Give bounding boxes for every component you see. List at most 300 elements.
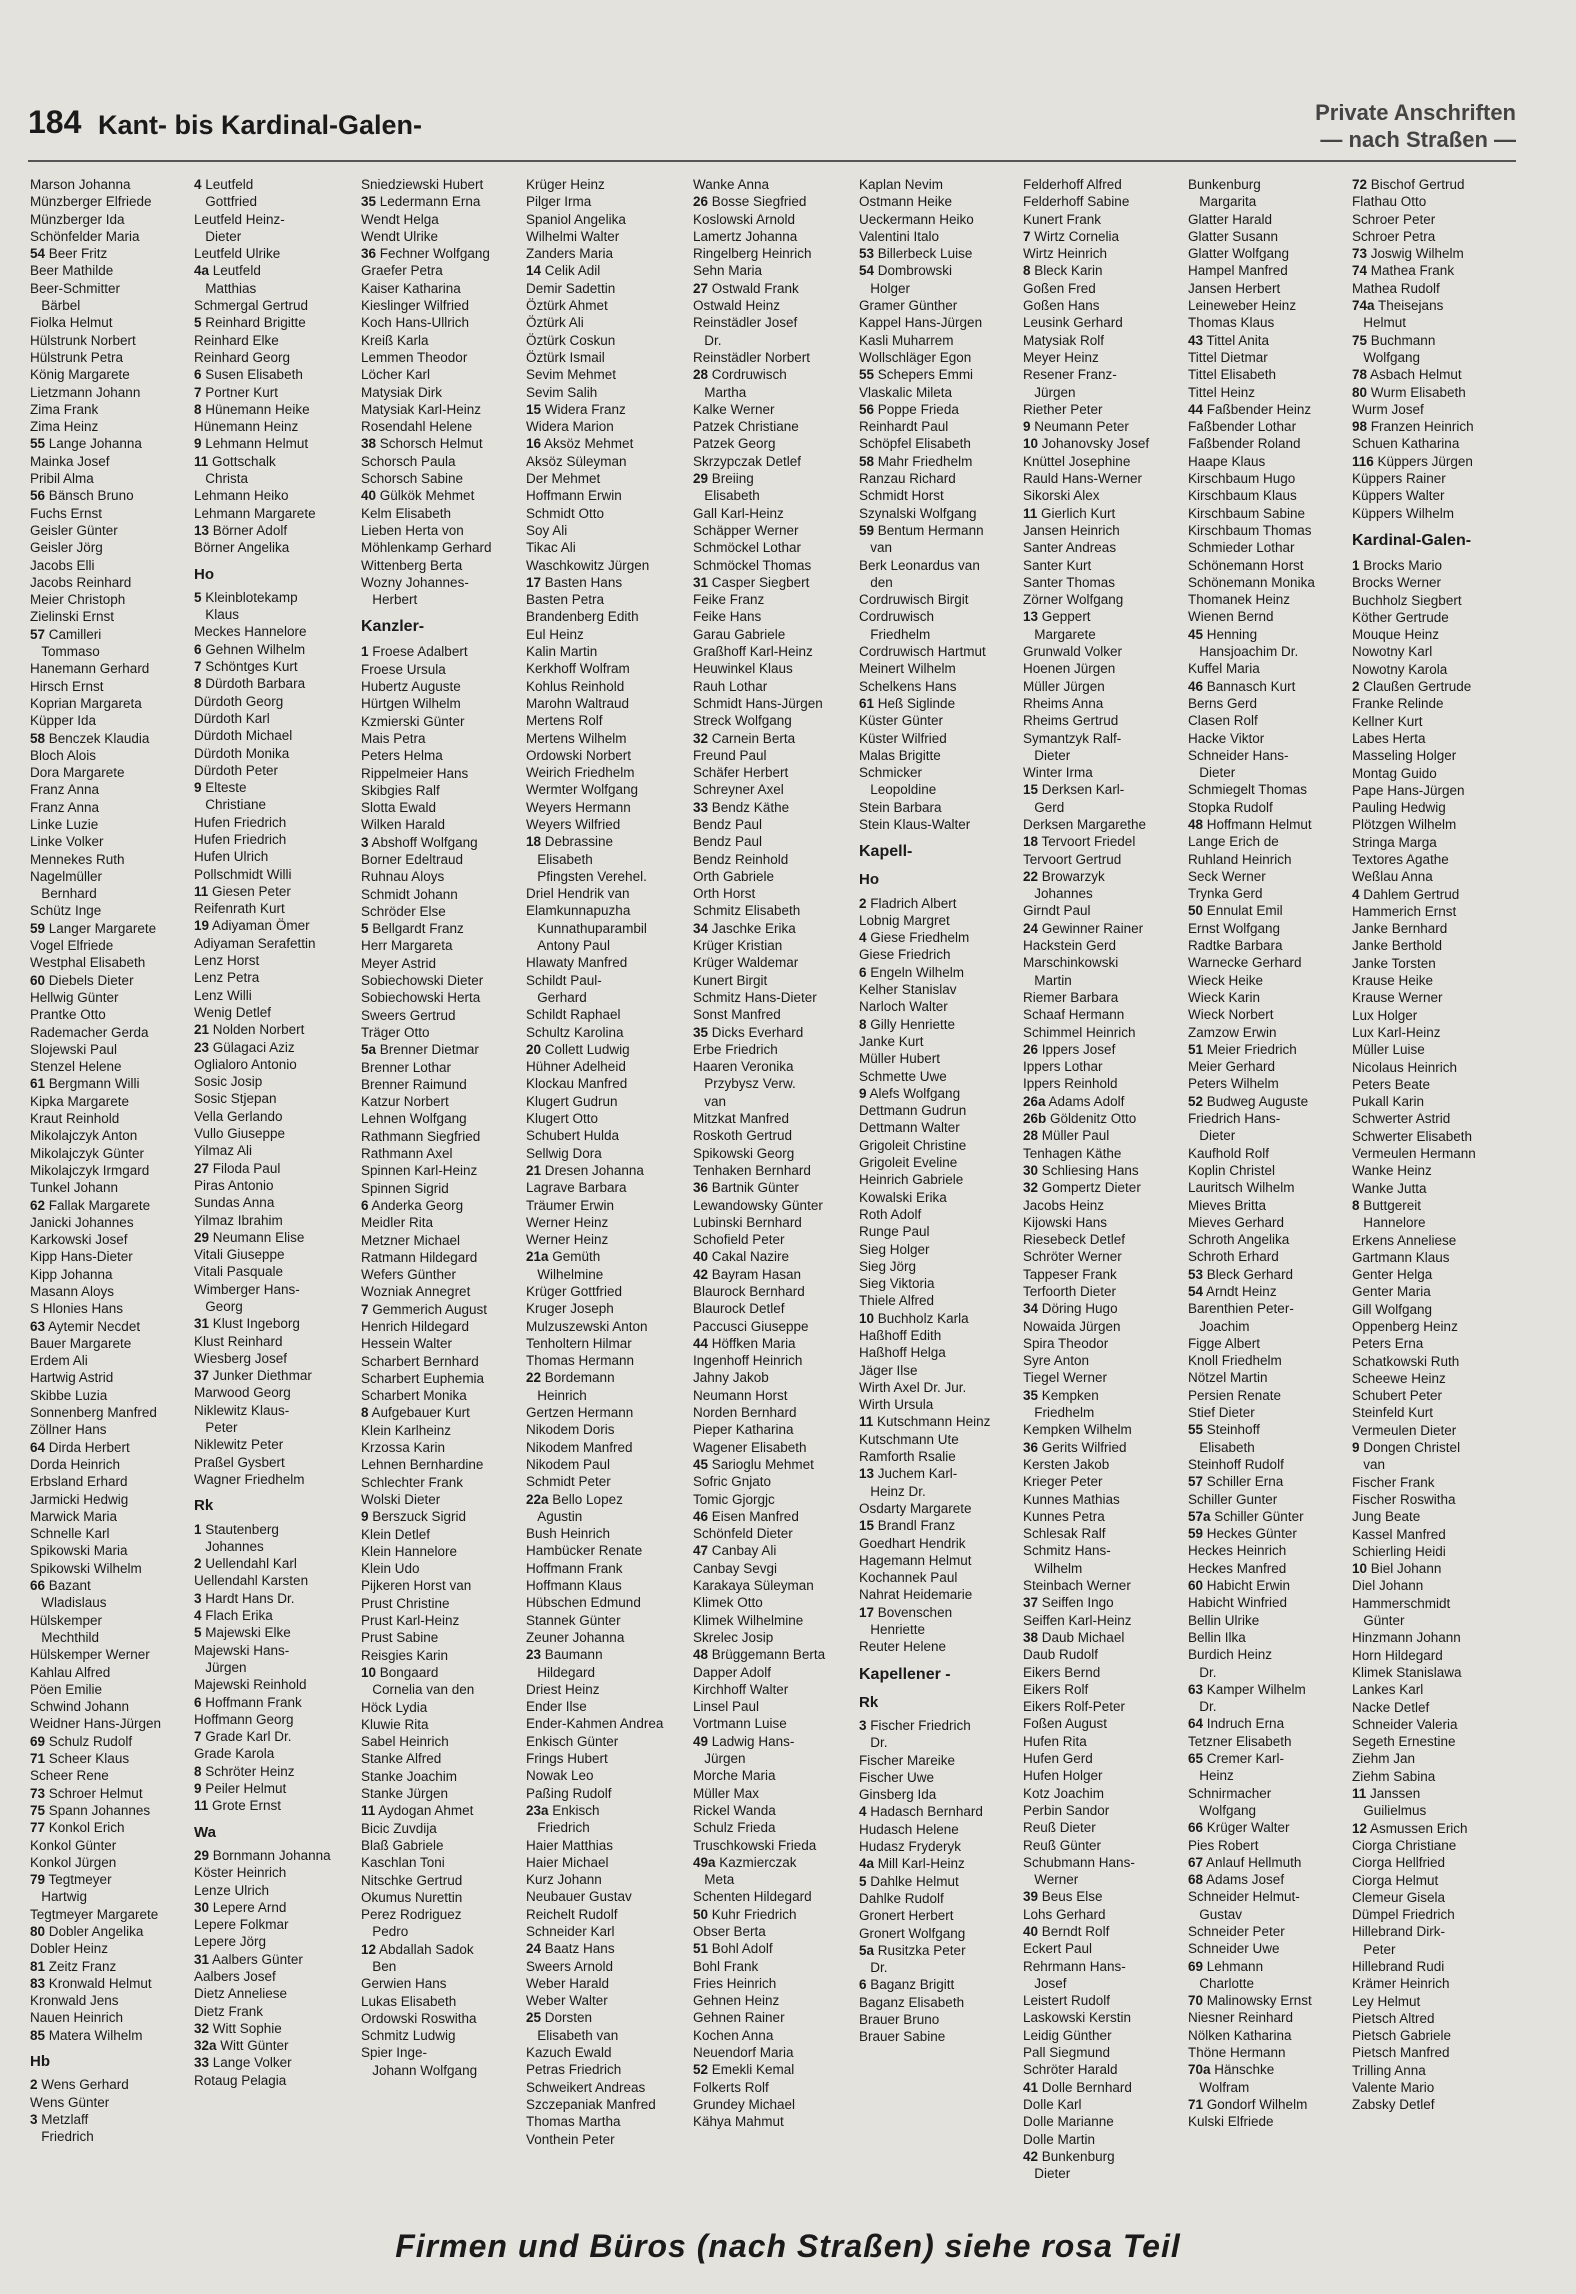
directory-entry: Kirschbaum Klaus <box>1188 488 1297 504</box>
directory-entry: Hufen Gerd <box>1023 1751 1093 1767</box>
directory-entry: Metzner Michael <box>361 1232 461 1248</box>
directory-entry: Koslowski Arnold <box>693 211 796 227</box>
directory-entry: Höck Lydia <box>361 1699 428 1715</box>
directory-entry: Schneider Valeria <box>1352 1716 1458 1732</box>
resident-name: Adiyaman Ömer <box>209 918 310 934</box>
resident-name: Schroer Helmut <box>45 1785 143 1801</box>
directory-entry: Syre Anton <box>1023 1353 1090 1369</box>
directory-entry: Sobiechowski Herta <box>361 990 481 1006</box>
house-number: 18 <box>526 834 542 850</box>
directory-entry: Lauritsch Wilhelm <box>1188 1180 1295 1196</box>
directory-entry: Charlotte <box>1188 1975 1255 1991</box>
directory-entry: Cordruwisch Birgit <box>859 592 969 608</box>
directory-entry: Sobiechowski Dieter <box>361 973 484 989</box>
directory-entry: Blaurock Detlef <box>693 1301 785 1317</box>
directory-entry: Meidler Rita <box>361 1215 434 1231</box>
directory-entry: Tenholtern Hilmar <box>526 1335 632 1351</box>
directory-entry: Petras Friedrich <box>526 2062 622 2078</box>
directory-entry: Folkerts Rolf <box>693 2079 769 2095</box>
directory-entry <box>194 384 352 401</box>
directory-entry: Segeth Ernestine <box>1352 1734 1456 1750</box>
directory-entry: Weßlau Anna <box>1352 869 1433 885</box>
directory-entry: Heckes Heinrich <box>1188 1543 1287 1559</box>
directory-entry <box>30 2111 188 2128</box>
directory-entry: Peters Wilhelm <box>1188 1076 1279 1092</box>
directory-entry: Köther Gertrude <box>1352 609 1449 625</box>
directory-entry: Bendz Paul <box>693 834 763 850</box>
directory-entry: Hoffmann Frank <box>526 1560 623 1576</box>
directory-entry: Bärbel <box>30 298 81 314</box>
house-number: 39 <box>1023 1889 1039 1905</box>
directory-entry <box>859 1855 1017 1872</box>
directory-entry <box>30 1819 188 1836</box>
directory-entry: Holger <box>859 280 911 296</box>
resident-name: Billerbeck Luise <box>874 246 973 262</box>
directory-entry: Gartmann Klaus <box>1352 1249 1450 1265</box>
directory-column <box>194 176 352 2089</box>
house-number: 51 <box>1188 1041 1204 1057</box>
directory-entry: Bernhard <box>30 886 97 902</box>
directory-entry: Patzek Georg <box>693 436 776 452</box>
directory-entry <box>859 1717 1017 1734</box>
house-number: 34 <box>1023 1301 1039 1317</box>
resident-name: Fladrich Albert <box>866 895 957 911</box>
directory-entry: Kohlus Reinhold <box>526 678 625 694</box>
directory-entry: Ringelberg Heinrich <box>693 246 812 262</box>
house-number: 21a <box>526 1249 549 1265</box>
directory-entry: Sweers Gertrud <box>361 1007 456 1023</box>
directory-entry: Nowotny Karl <box>1352 644 1433 660</box>
directory-entry <box>859 453 1017 470</box>
directory-column <box>859 176 1017 2046</box>
directory-entry: Hackstein Gerd <box>1023 938 1117 954</box>
house-number: 73 <box>1352 246 1368 262</box>
resident-name: Aytemir Necdet <box>45 1318 141 1334</box>
directory-entry: Mulzuszewski Anton <box>526 1318 648 1334</box>
directory-entry: Eikers Rolf <box>1023 1681 1089 1697</box>
directory-entry <box>361 920 519 937</box>
directory-entry <box>1188 1093 1346 1110</box>
directory-entry: Wieck Heike <box>1188 972 1264 988</box>
house-number: 9 <box>194 780 202 796</box>
house-number: 58 <box>30 730 46 746</box>
directory-entry: Erdem Ali <box>30 1353 88 1369</box>
resident-name: Beer Fritz <box>45 246 108 262</box>
house-number: 35 <box>693 1024 709 1040</box>
directory-entry <box>194 658 352 675</box>
directory-entry: Kutschmann Ute <box>859 1431 959 1447</box>
directory-entry <box>194 883 352 900</box>
directory-entry: Vitali Giuseppe <box>194 1247 285 1263</box>
directory-entry <box>30 1802 188 1819</box>
house-number: 62 <box>30 1197 46 1213</box>
directory-entry: Dieter <box>1188 765 1236 781</box>
directory-entry: Horn Hildegard <box>1352 1647 1443 1663</box>
directory-entry: Küppers Rainer <box>1352 471 1446 487</box>
directory-entry: Lehnen Wolfgang <box>361 1111 467 1127</box>
directory-entry: Orth Horst <box>693 886 756 902</box>
directory-entry <box>30 1318 188 1335</box>
directory-entry: Hülskemper Werner <box>30 1647 150 1663</box>
directory-entry: Hlawaty Manfred <box>526 955 628 971</box>
directory-entry <box>194 2054 352 2071</box>
directory-entry: Konkol Jürgen <box>30 1854 117 1870</box>
directory-entry: Steinhoff Rudolf <box>1188 1456 1284 1472</box>
directory-entry: Hammerich Ernst <box>1352 903 1457 919</box>
directory-entry: Wirtz Heinrich <box>1023 246 1108 262</box>
directory-entry: Küster Wilfried <box>859 730 947 746</box>
directory-entry <box>30 1958 188 1975</box>
directory-entry: Clemeur Gisela <box>1352 1889 1446 1905</box>
resident-name: Flach Erika <box>201 1608 273 1624</box>
resident-name: Gilly Henriette <box>866 1016 956 1032</box>
directory-entry: Öztürk Ali <box>526 315 584 331</box>
street-heading: Kardinal-Galen- <box>1352 531 1472 549</box>
directory-entry: Daub Rudolf <box>1023 1647 1099 1663</box>
directory-entry: Brenner Raimund <box>361 1076 467 1092</box>
house-number: 7 <box>1023 228 1031 244</box>
directory-entry: Vitali Pasquale <box>194 1264 284 1280</box>
house-number: 32 <box>693 730 709 746</box>
directory-entry: Freund Paul <box>693 747 767 763</box>
directory-entry: Clasen Rolf <box>1188 713 1258 729</box>
directory-entry: Gehnen Rainer <box>693 2010 785 2026</box>
resident-name: Widera Franz <box>541 401 626 417</box>
house-number: 10 <box>859 1310 875 1326</box>
house-number: 85 <box>30 2027 46 2043</box>
directory-entry: Masann Aloys <box>30 1284 115 1299</box>
directory-entry <box>194 1763 352 1780</box>
directory-entry: Piras Antonio <box>194 1177 274 1193</box>
house-number: 4 <box>194 1608 202 1624</box>
directory-entry: Faßbender Roland <box>1188 436 1301 452</box>
directory-entry: Johann Wolfgang <box>361 2062 478 2078</box>
directory-entry: Vermeulen Dieter <box>1352 1422 1457 1438</box>
directory-entry: Okumus Nurettin <box>361 1889 463 1905</box>
directory-entry: Hülstrunk Petra <box>30 349 124 365</box>
directory-entry <box>1188 1283 1346 1300</box>
directory-entry: Ippers Lothar <box>1023 1059 1103 1075</box>
directory-entry: Schwerter Elisabeth <box>1352 1128 1473 1144</box>
house-number: 75 <box>30 1802 46 1818</box>
directory-entry: Flathau Otto <box>1352 194 1427 210</box>
directory-entry: Prust Christine <box>361 1595 450 1611</box>
resident-name: Dobler Angelika <box>45 1923 144 1939</box>
directory-entry: Thiele Alfred <box>859 1293 935 1309</box>
resident-name: Mahr Friedhelm <box>874 453 973 469</box>
house-number: 11 <box>194 1798 209 1814</box>
directory-entry: Gustav <box>1188 1906 1243 1922</box>
directory-entry: Lagrave Barbara <box>526 1180 627 1196</box>
directory-entry: Hagemann Helmut <box>859 1552 972 1568</box>
directory-entry: Girndt Paul <box>1023 903 1091 919</box>
house-number: 43 <box>1188 332 1204 348</box>
resident-name: Abshoff Wolfgang <box>368 834 478 850</box>
directory-entry: Pieper Katharina <box>693 1422 794 1438</box>
house-number: 2 <box>859 895 867 911</box>
house-number: 6 <box>859 1977 867 1993</box>
directory-entry <box>693 1179 851 1196</box>
directory-entry: Spier Inge- <box>361 2045 428 2061</box>
directory-entry: Spinnen Sigrid <box>361 1180 449 1196</box>
directory-entry: Hufen Friedrich <box>194 831 287 847</box>
house-number: 26a <box>1023 1093 1046 1109</box>
directory-entry: Streck Wolfgang <box>693 713 792 729</box>
directory-entry: Kirschbaum Hugo <box>1188 471 1296 487</box>
resident-name: Kempken <box>1038 1387 1099 1403</box>
directory-entry: Schiller Gunter <box>1188 1491 1278 1507</box>
directory-entry: Henriette <box>859 1622 926 1638</box>
directory-entry: Koprian Margareta <box>30 695 142 711</box>
directory-entry: Barenthien Peter- <box>1188 1301 1294 1317</box>
resident-name: Leutfeld <box>201 177 254 192</box>
directory-entry: Prantke Otto <box>30 1007 106 1023</box>
directory-entry: Lux Karl-Heinz <box>1352 1024 1441 1040</box>
resident-name: Enkisch <box>548 1802 600 1818</box>
directory-entry: Marwood Georg <box>194 1385 291 1401</box>
directory-entry: Schmidt Otto <box>526 505 605 521</box>
directory-entry: Dr. <box>859 1960 888 1976</box>
resident-name: Gerits Wilfried <box>1038 1439 1127 1455</box>
directory-entry: Fischer Frank <box>1352 1474 1435 1490</box>
directory-entry: Krüger Kristian <box>693 938 783 954</box>
house-number: 66 <box>1188 1820 1204 1836</box>
resident-name: Brüggemann Berta <box>708 1647 826 1663</box>
resident-name: Franzen Heinrich <box>1367 419 1474 435</box>
resident-name: Gottschalk <box>208 453 276 469</box>
directory-entry: Wagener Elisabeth <box>693 1439 807 1455</box>
resident-name: Alefs Wolfgang <box>866 1085 961 1101</box>
resident-name: Gülagaci Aziz <box>209 1039 295 1055</box>
directory-entry: Ranzau Richard <box>859 471 956 487</box>
directory-entry: Lenz Willi <box>194 987 252 1003</box>
resident-name: Gierlich Kurt <box>1037 505 1116 521</box>
directory-entry: Pijkeren Horst van <box>361 1578 472 1594</box>
resident-name: Bartnik Günter <box>708 1180 799 1196</box>
resident-name: Bendz Käthe <box>708 799 790 815</box>
directory-entry <box>859 1873 1017 1890</box>
house-number: 5a <box>859 1942 875 1958</box>
resident-name: Gemüth <box>548 1249 601 1265</box>
directory-entry: Wanke Jutta <box>1352 1180 1427 1196</box>
directory-entry: Wozny Johannes- <box>361 574 469 590</box>
directory-entry: Ueckermann Heiko <box>859 211 974 227</box>
house-number: 56 <box>859 401 875 417</box>
directory-entry: Baganz Elisabeth <box>859 1994 965 2010</box>
directory-entry: Schelkens Hans <box>859 678 957 694</box>
directory-entry <box>693 1456 851 1473</box>
resident-name: Kutschmann Heinz <box>873 1414 991 1430</box>
resident-name: Susen Elisabeth <box>201 367 303 383</box>
directory-entry <box>1188 2096 1346 2113</box>
resident-name: Bayram Hasan <box>708 1266 802 1282</box>
directory-entry: Hudasz Fryderyk <box>859 1839 962 1855</box>
house-number: 10 <box>1352 1561 1368 1577</box>
resident-name: Bohl Adolf <box>708 1941 773 1957</box>
directory-entry: Gall Karl-Heinz <box>693 505 784 521</box>
directory-entry: Tervoort Gertrud <box>1023 851 1122 867</box>
resident-name: Müller Paul <box>1038 1128 1110 1144</box>
directory-entry: Schneider Helmut- <box>1188 1889 1300 1905</box>
directory-entry: Schierling Heidi <box>1352 1543 1446 1559</box>
directory-entry: Dettmann Gudrun <box>859 1103 967 1119</box>
directory-entry: Fuchs Ernst <box>30 505 103 521</box>
directory-entry <box>30 1785 188 1802</box>
resident-name: Wurm Elisabeth <box>1367 384 1466 400</box>
directory-entry: Schmidt Peter <box>526 1474 611 1490</box>
resident-name: Junker Diethmar <box>209 1368 312 1384</box>
resident-name: Benczek Klaudia <box>45 730 150 746</box>
directory-entry: Ostwald Heinz <box>693 298 781 314</box>
house-number: 18 <box>1023 834 1039 850</box>
directory-entry: Träger Otto <box>361 1024 430 1040</box>
directory-entry: Vullo Giuseppe <box>194 1126 286 1142</box>
directory-entry: Glatter Harald <box>1188 211 1273 227</box>
directory-entry <box>194 675 352 692</box>
house-number: 49a <box>693 1854 716 1870</box>
directory-entry <box>1352 418 1510 435</box>
directory-entry: Blaß Gabriele <box>361 1837 444 1853</box>
directory-entry <box>693 1854 851 1871</box>
directory-entry <box>693 1248 851 1265</box>
directory-entry: Müller Luise <box>1352 1042 1425 1058</box>
directory-entry: Krüger Gottfried <box>526 1284 623 1299</box>
resident-name: Joswig Wilhelm <box>1367 246 1464 262</box>
directory-entry: Janicki Johannes <box>30 1214 134 1230</box>
directory-entry <box>194 1847 352 1864</box>
directory-entry: Ostmann Heike <box>859 194 953 210</box>
directory-entry: Nikodem Doris <box>526 1422 615 1438</box>
directory-entry: Sonst Manfred <box>693 1007 781 1023</box>
directory-entry: Sevim Salih <box>526 384 598 400</box>
directory-entry <box>361 1197 519 1214</box>
directory-entry: Dorda Heinrich <box>30 1456 121 1472</box>
directory-entry <box>361 193 519 210</box>
house-number: 7 <box>361 1301 369 1317</box>
directory-entry <box>526 262 684 279</box>
resident-name: Kronwald Helmut <box>45 1975 152 1991</box>
directory-entry: Josef <box>1023 1975 1067 1991</box>
directory-entry <box>361 1508 519 1525</box>
directory-entry: Zielinski Ernst <box>30 609 115 625</box>
house-number: 60 <box>1188 1578 1204 1594</box>
directory-entry: Spikowski Georg <box>693 1145 795 1161</box>
directory-entry: Schnelle Karl <box>30 1526 110 1542</box>
resident-name: Baatz Hans <box>541 1941 615 1957</box>
house-number: 23 <box>194 1039 210 1055</box>
directory-entry: Schröter Harald <box>1023 2062 1118 2078</box>
directory-entry: Mikolajczyk Irmgard <box>30 1162 150 1178</box>
directory-entry: Schofield Peter <box>693 1232 785 1248</box>
directory-entry: Schröter Werner <box>1023 1249 1122 1265</box>
directory-entry: Küppers Walter <box>1352 488 1445 504</box>
directory-entry: Pietsch Gabriele <box>1352 2028 1452 2044</box>
directory-entry: Münzberger Ida <box>30 211 125 227</box>
directory-entry <box>1023 1888 1181 1905</box>
directory-entry: Roskoth Gertrud <box>693 1128 793 1144</box>
resident-name: Mill Karl-Heinz <box>874 1856 965 1872</box>
directory-entry: Kipka Margarete <box>30 1093 130 1109</box>
resident-name: Indruch Erna <box>1203 1716 1285 1732</box>
directory-entry: Rauld Hans-Werner <box>1023 471 1143 487</box>
directory-entry: Lepere Jörg <box>194 1934 267 1950</box>
directory-entry: Fischer Roswitha <box>1352 1491 1456 1507</box>
directory-entry: Eul Heinz <box>526 626 584 642</box>
resident-name: Bornmann Johanna <box>209 1847 331 1863</box>
directory-entry: Schmöckel Lothar <box>693 540 802 556</box>
house-number: 60 <box>30 972 46 988</box>
directory-entry: Stanke Alfred <box>361 1751 442 1767</box>
directory-entry: Scheer Rene <box>30 1768 109 1784</box>
directory-entry <box>1188 1525 1346 1542</box>
directory-entry: Schmieder Lothar <box>1188 540 1295 556</box>
directory-entry: Dahlke Rudolf <box>859 1890 944 1906</box>
house-number: 75 <box>1352 332 1368 348</box>
directory-entry: Kirchhoff Walter <box>693 1681 789 1697</box>
directory-entry <box>526 574 684 591</box>
resident-name: Dongen Christel <box>1359 1440 1461 1456</box>
directory-entry <box>30 245 188 262</box>
directory-entry: Krüger Waldemar <box>693 955 799 971</box>
directory-entry: Herr Margareta <box>361 938 453 954</box>
directory-entry <box>30 972 188 989</box>
directory-entry: Heinrich <box>526 1387 587 1403</box>
directory-entry: Lemmen Theodor <box>361 349 468 365</box>
resident-name: Brandl Franz <box>874 1518 956 1534</box>
directory-entry: Uellendahl Karsten <box>194 1573 309 1589</box>
directory-entry <box>1023 1923 1181 1940</box>
directory-entry: Reinstädler Norbert <box>693 349 811 365</box>
resident-name: Nolden Norbert <box>209 1022 305 1038</box>
directory-entry: Gramer Günther <box>859 298 958 314</box>
directory-entry <box>1188 626 1346 643</box>
directory-entry: Franke Relinde <box>1352 696 1444 712</box>
house-number: 31 <box>693 574 709 590</box>
directory-entry: Bendz Reinhold <box>693 851 789 867</box>
directory-entry: den <box>859 574 893 590</box>
house-number: 61 <box>859 695 875 711</box>
resident-name: Bovenschen <box>874 1604 953 1620</box>
directory-entry: Tikac Ali <box>526 540 576 556</box>
directory-entry: Kersten Jakob <box>1023 1456 1110 1472</box>
directory-entry: Werner Heinz <box>526 1232 609 1248</box>
house-number: 20 <box>526 1041 542 1057</box>
directory-entry: Yilmaz Ali <box>194 1143 253 1159</box>
directory-entry: Mathea Rudolf <box>1352 280 1440 296</box>
resident-name: Buchholz Karla <box>874 1310 969 1326</box>
house-number: 5a <box>361 1042 377 1058</box>
resident-name: Ennulat Emil <box>1203 903 1283 919</box>
directory-entry: Lenz Horst <box>194 953 260 969</box>
resident-name: Buttgereit <box>1359 1197 1422 1213</box>
resident-name: Dahlke Helmut <box>866 1873 959 1889</box>
directory-entry: Kunnes Petra <box>1023 1508 1105 1524</box>
directory-entry: Mais Petra <box>361 730 426 746</box>
directory-entry: Kulski Elfriede <box>1188 2114 1274 2130</box>
directory-entry: Perbin Sandor <box>1023 1802 1110 1818</box>
directory-entry: Gertzen Hermann <box>526 1405 634 1421</box>
directory-entry: Dürdoth Karl <box>194 710 270 726</box>
directory-entry: Schorsch Sabine <box>361 471 464 487</box>
directory-entry: Schmicker <box>859 765 923 781</box>
directory-entry: Pietsch Manfred <box>1352 2045 1450 2061</box>
directory-entry: Dr. <box>1188 1664 1217 1680</box>
directory-entry <box>1023 435 1181 452</box>
district-label: Wa <box>194 1823 216 1841</box>
directory-entry: Lankes Karl <box>1352 1682 1424 1698</box>
directory-entry: Janke Berthold <box>1352 938 1443 954</box>
directory-entry <box>194 1694 352 1711</box>
